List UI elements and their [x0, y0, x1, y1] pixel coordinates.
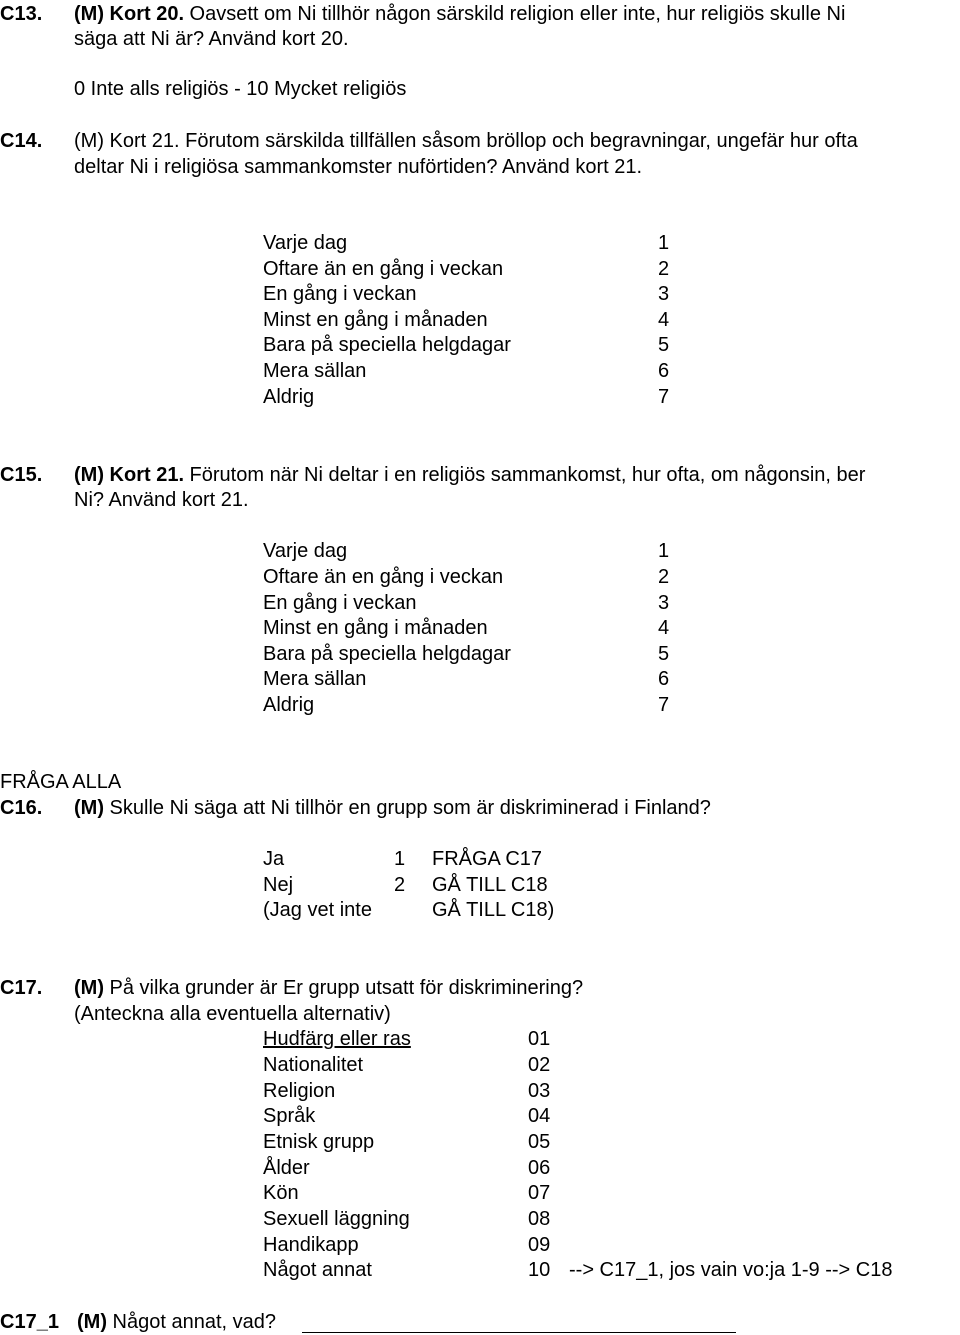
option-label: Ja [263, 848, 285, 870]
option-code: 1 [658, 540, 670, 562]
option-code: 3 [658, 283, 670, 305]
question-text: Något annat, vad? [106, 1311, 276, 1333]
question-instruction: (Anteckna alla eventuella alternativ) [74, 1003, 391, 1025]
option-code: 03 [528, 1080, 551, 1102]
option-label: Varje dag [263, 540, 348, 562]
option-label: Språk [263, 1105, 316, 1127]
option-code: 2 [658, 566, 670, 588]
question-marker: (M) Kort 20. [74, 3, 184, 25]
option-route: FRÅGA C17 [432, 848, 543, 870]
option-code: 4 [658, 617, 670, 639]
option-label: Nationalitet [263, 1054, 364, 1076]
option-label: Mera sällan [263, 668, 367, 690]
question-text: Oavsett om Ni tillhör någon särskild religion eller inte, hur religiös skulle Ni [184, 3, 846, 25]
question-marker: (M) [74, 797, 104, 819]
option-label: Minst en gång i månaden [263, 617, 488, 639]
option-code: 08 [528, 1208, 551, 1230]
question-text-cont: säga att Ni är? Använd kort 20. [74, 28, 349, 50]
option-label: En gång i veckan [263, 592, 417, 614]
option-route: GÅ TILL C18) [432, 899, 555, 921]
option-label: Etnisk grupp [263, 1131, 375, 1153]
option-label: Kön [263, 1182, 299, 1204]
option-code: 06 [528, 1157, 551, 1179]
option-label: Varje dag [263, 232, 348, 254]
answer-line[interactable] [302, 1332, 736, 1333]
option-code: 4 [658, 309, 670, 331]
question-marker: (M) Kort 21. [74, 130, 180, 152]
option-label: Ålder [263, 1157, 310, 1179]
question-text: Förutom särskilda tillfällen såsom bröllop och begravningar, ungefär hur ofta [179, 130, 858, 152]
question-number: C16. [0, 797, 43, 819]
option-code: 2 [394, 874, 406, 896]
option-code: 01 [528, 1028, 551, 1050]
option-label: Hudfärg eller ras [263, 1028, 411, 1050]
option-label: Nej [263, 874, 294, 896]
option-code: 5 [658, 334, 670, 356]
question-marker: (M) [77, 1311, 107, 1333]
option-code: 6 [658, 668, 670, 690]
option-label: Religion [263, 1080, 336, 1102]
option-code: 05 [528, 1131, 551, 1153]
question-text: Förutom när Ni deltar i en religiös sammankomst, hur ofta, om någonsin, ber [184, 464, 866, 486]
option-label: Oftare än en gång i veckan [263, 566, 504, 588]
question-number: C13. [0, 3, 43, 25]
option-label: (Jag vet inte [263, 899, 372, 921]
option-code: 1 [394, 848, 406, 870]
option-code: 2 [658, 258, 670, 280]
question-marker: (M) Kort 21. [74, 464, 184, 486]
option-label: Mera sällan [263, 360, 367, 382]
option-code: 10 [528, 1259, 551, 1281]
option-route: GÅ TILL C18 [432, 874, 548, 896]
question-number: C15. [0, 464, 43, 486]
option-code: 7 [658, 694, 670, 716]
option-label: Minst en gång i månaden [263, 309, 488, 331]
option-label: Sexuell läggning [263, 1208, 410, 1230]
option-code: 09 [528, 1234, 551, 1256]
option-label: Bara på speciella helgdagar [263, 643, 511, 665]
option-code: 04 [528, 1105, 551, 1127]
question-number: C17. [0, 977, 43, 999]
option-code: 02 [528, 1054, 551, 1076]
scale-description: 0 Inte alls religiös - 10 Mycket religiös [74, 78, 407, 100]
option-label: Aldrig [263, 386, 315, 408]
option-code: 6 [658, 360, 670, 382]
option-label: Bara på speciella helgdagar [263, 334, 511, 356]
option-code: 5 [658, 643, 670, 665]
option-code: 1 [658, 232, 670, 254]
question-text: Skulle Ni säga att Ni tillhör en grupp som är diskriminerad i Finland? [103, 797, 711, 819]
question-text-cont: Ni? Använd kort 21. [74, 489, 249, 511]
question-marker: (M) [74, 977, 104, 999]
option-code: 7 [658, 386, 670, 408]
option-label: Handikapp [263, 1234, 359, 1256]
option-label: Oftare än en gång i veckan [263, 258, 504, 280]
option-label: En gång i veckan [263, 283, 417, 305]
question-text-cont: deltar Ni i religiösa sammankomster nuförtiden? Använd kort 21. [74, 156, 643, 178]
routing-heading: FRÅGA ALLA [0, 771, 122, 793]
option-label: Något annat [263, 1259, 372, 1281]
routing-note: --> C17_1, jos vain vo:ja 1-9 --> C18 [569, 1259, 893, 1281]
option-code: 3 [658, 592, 670, 614]
question-number: C14. [0, 130, 43, 152]
question-text: På vilka grunder är Er grupp utsatt för diskriminering? [103, 977, 584, 999]
option-label: Aldrig [263, 694, 315, 716]
question-number: C17_1 [0, 1311, 59, 1333]
option-code: 07 [528, 1182, 551, 1204]
